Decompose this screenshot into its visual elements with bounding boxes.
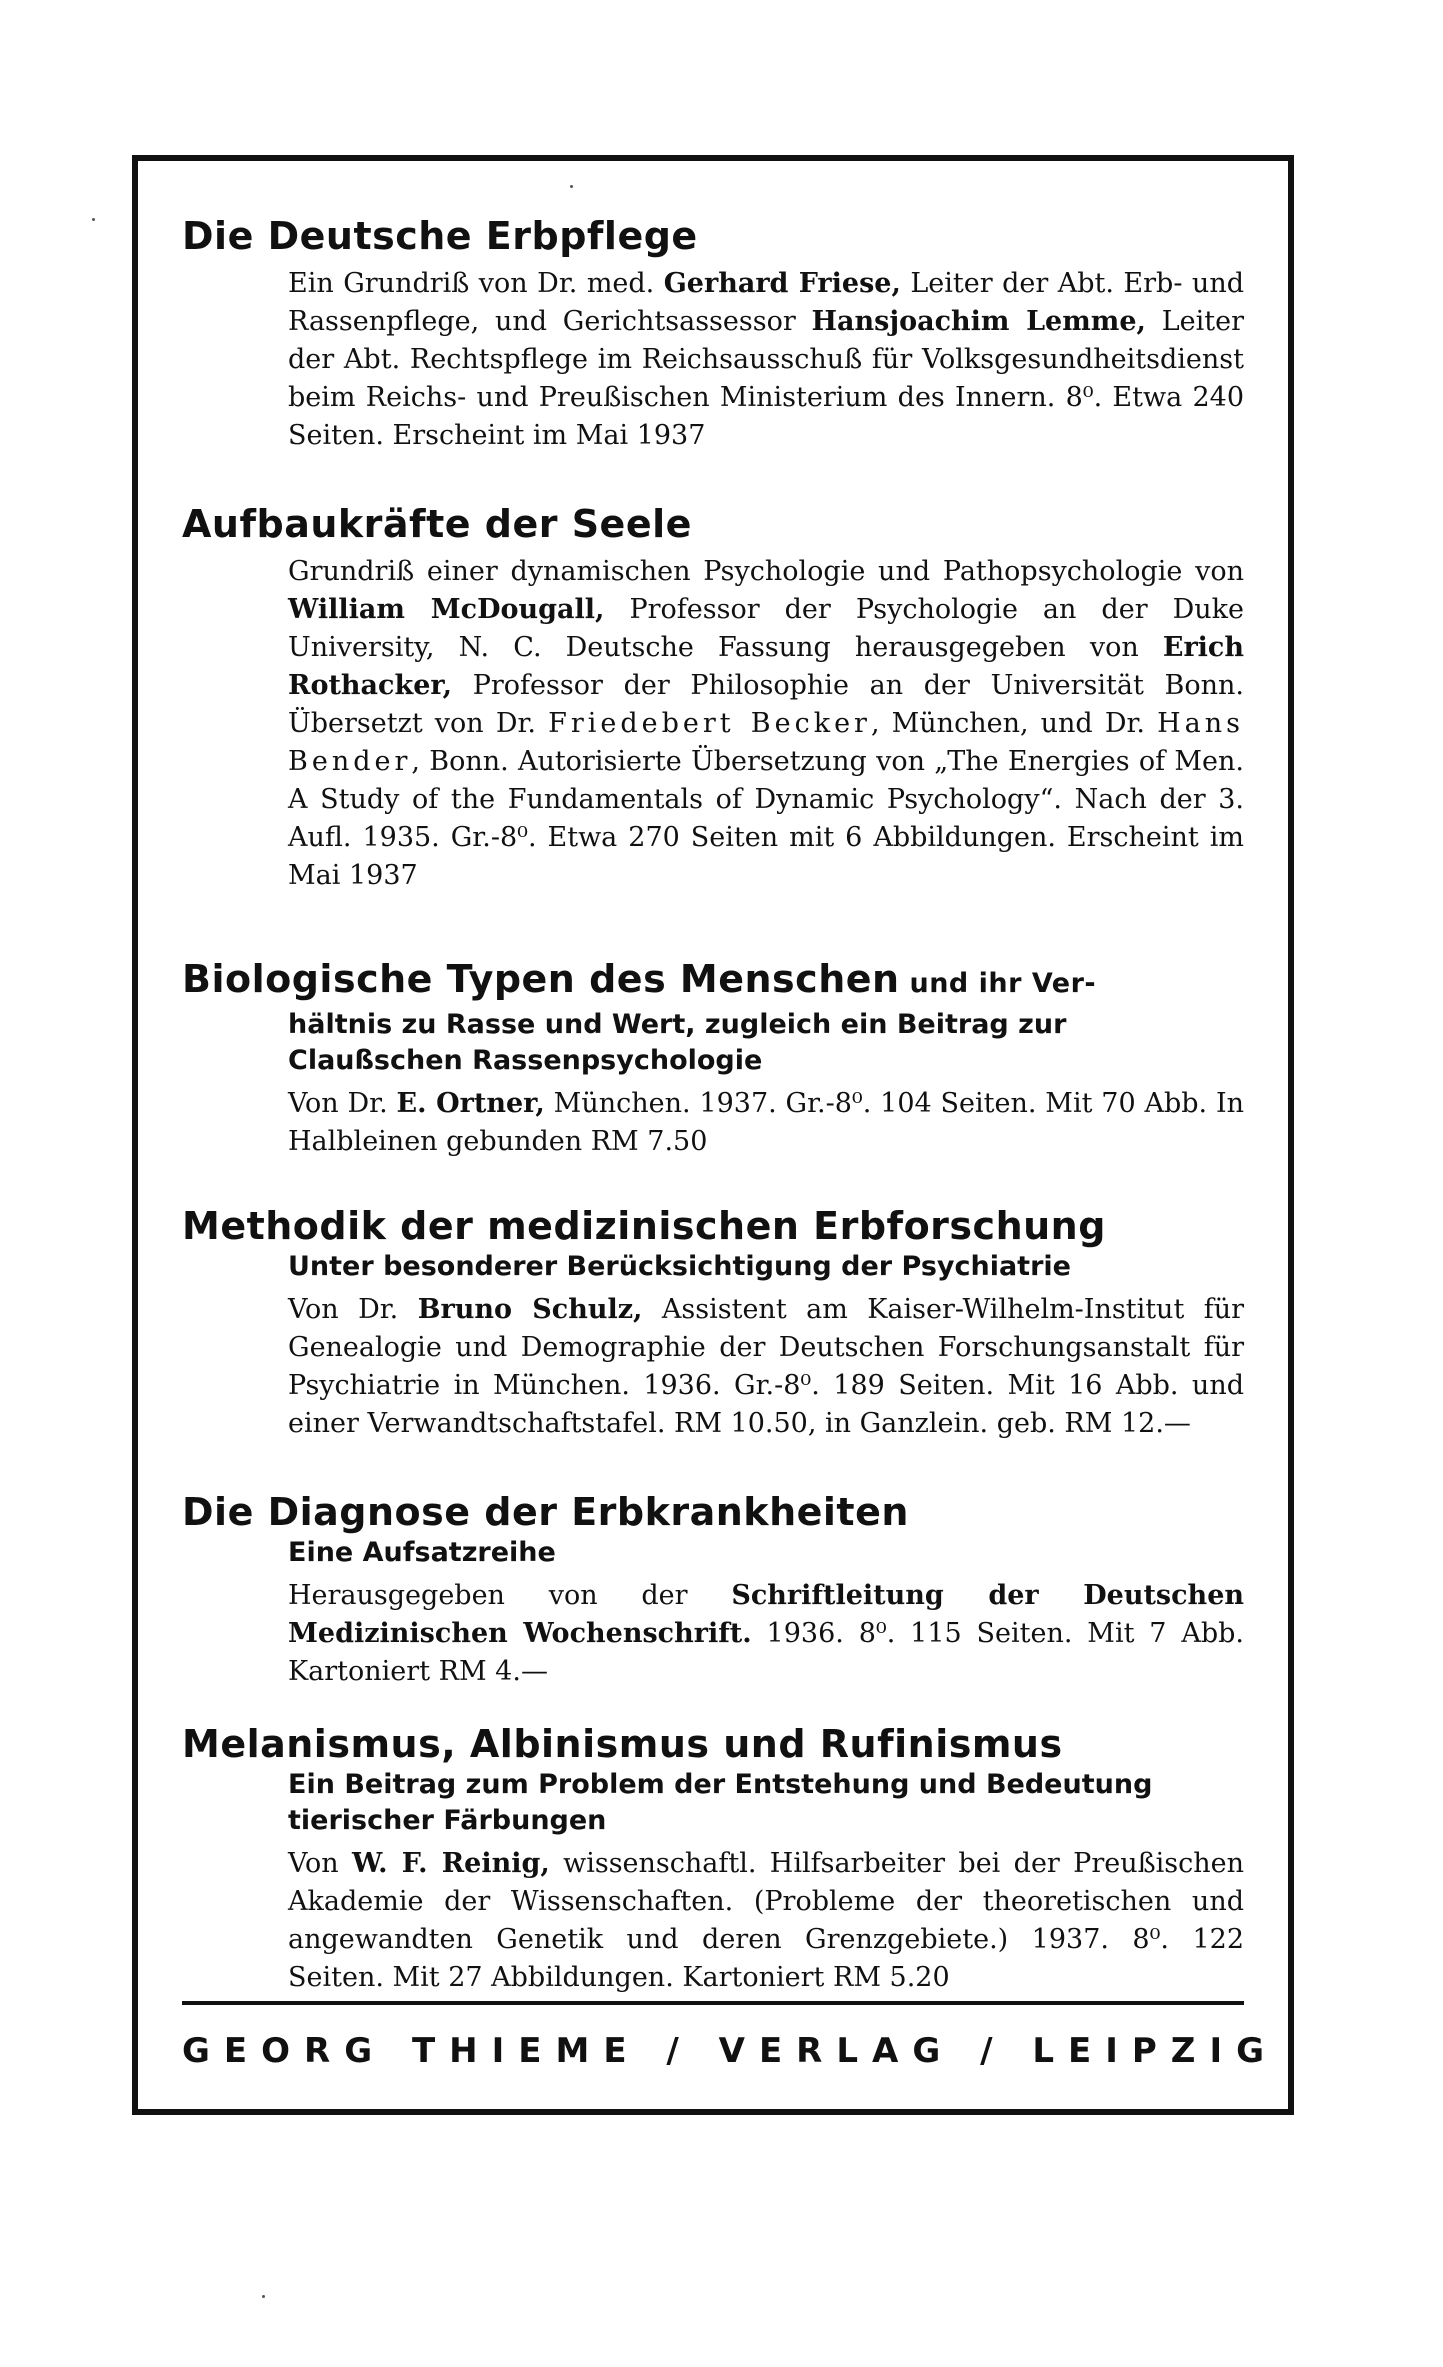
entry-title: Die Deutsche Erbpflege bbox=[182, 214, 698, 258]
entry-subtitle: hältnis zu Rasse und Wert, zugleich ein Beitrag zur Claußschen Rassenpsychologie bbox=[288, 1009, 1067, 1076]
body-text: Professor der Philosophie an der Universität Bonn. Übersetzt von Dr. bbox=[288, 670, 1244, 739]
body-text: Ein Grundriß von Dr. med. bbox=[288, 268, 664, 299]
speck-bottom bbox=[262, 2295, 265, 2298]
translator-name: Hans Bender bbox=[288, 708, 1245, 777]
entry-body bbox=[288, 265, 1244, 455]
entry-title: Aufbaukräfte der Seele bbox=[182, 502, 692, 546]
entry-title: Die Diagnose der Erbkrankheiten bbox=[182, 1490, 909, 1534]
entry-aufbaukraefte bbox=[182, 501, 1244, 895]
body-text: Grundriß einer dynamischen Psychologie und Pathopsychologie von bbox=[288, 556, 1244, 587]
entry-title-tail: und ihr Ver- bbox=[899, 968, 1097, 999]
body-text: wissenschaftl. Hilfsarbeiter bei der Preußischen Akademie der Wissenschaften. (Probleme der theoretischen und angewandten Genetik und deren Grenzgebiete.) 1937. 8⁰. 122 Seiten. Mit 27 Abbildungen. Kartoniert RM 5.20 bbox=[288, 1848, 1245, 1993]
entry-body bbox=[288, 553, 1244, 895]
entry-title bbox=[182, 956, 1244, 1007]
body-text: Professor der Psychologie an der Duke University, N. C. Deutsche Fassung herausgegeben von bbox=[288, 594, 1244, 663]
translator-name: Friedebert Becker bbox=[548, 708, 871, 739]
entry-diagnose bbox=[182, 1489, 1244, 1691]
body-text: Herausgegeben von der bbox=[288, 1580, 732, 1611]
entry-body bbox=[288, 1845, 1244, 1997]
author-name: William McDougall, bbox=[288, 594, 605, 625]
author-name: E. Ortner, bbox=[396, 1088, 545, 1119]
entry-title: Methodik der medizinischen Erbforschung bbox=[182, 1204, 1106, 1248]
speck-left bbox=[92, 218, 95, 221]
entry-biologische-typen bbox=[182, 956, 1244, 1161]
body-text: , München, und Dr. bbox=[870, 708, 1158, 739]
author-name: Gerhard Friese, bbox=[663, 268, 901, 299]
author-name: Schriftleitung der Deutschen Medizinischen Wochenschrift. bbox=[288, 1580, 1244, 1649]
body-text: München. 1937. Gr.-8⁰. 104 Seiten. Mit 70 Abb. In Halbleinen gebunden RM 7.50 bbox=[288, 1088, 1244, 1157]
body-text: Von Dr. bbox=[288, 1294, 418, 1325]
body-text: Von Dr. bbox=[288, 1088, 397, 1119]
body-text: Leiter der Abt. Erb- und Rassenpflege, und Gerichtsassessor bbox=[288, 268, 1244, 337]
author-name: Erich Rothacker, bbox=[288, 632, 1244, 701]
entry-melanismus bbox=[182, 1721, 1244, 1997]
publisher-imprint: GEORG THIEME / VERLAG / LEIPZIG bbox=[182, 2031, 1279, 2071]
entry-title: Melanismus, Albinismus und Rufinismus bbox=[182, 1722, 1063, 1766]
body-text: , Bonn. Autorisierte Übersetzung von „The Energies of Men. A Study of the Fundamentals of Dynamic Psychology“. Nach der 3. Aufl. 1935. Gr.-8⁰. Etwa 270 Seiten mit 6 Abbildungen. Erscheint im Mai 1937 bbox=[288, 746, 1244, 891]
author-name: Hansjoachim Lemme, bbox=[811, 306, 1146, 337]
author-name: W. F. Reinig, bbox=[352, 1848, 550, 1879]
entry-methodik bbox=[182, 1203, 1244, 1443]
entry-body bbox=[288, 1291, 1244, 1443]
body-text: Assistent am Kaiser-Wilhelm-Institut für Genealogie und Demographie der Deutschen Forschungsanstalt für Psychiatrie in München. 1936. Gr.-8⁰. 189 Seiten. Mit 16 Abb. und einer Verwandtschaftstafel. RM 10.50, in Ganzlein. geb. RM 12.— bbox=[288, 1294, 1245, 1439]
body-text: 1936. 8⁰. 115 Seiten. Mit 7 Abb. Kartoniert RM 4.— bbox=[288, 1618, 1244, 1687]
entry-title-main: Biologische Typen des Menschen bbox=[182, 957, 900, 1001]
author-name: Bruno Schulz, bbox=[417, 1294, 643, 1325]
entry-erbpflege bbox=[182, 213, 1244, 455]
entry-subtitle: Ein Beitrag zum Problem der Entstehung und Bedeutung tierischer Färbungen bbox=[288, 1769, 1153, 1836]
advertisement-frame bbox=[132, 155, 1294, 2115]
entry-subtitle: Eine Aufsatzreihe bbox=[288, 1537, 556, 1568]
entry-body bbox=[288, 1085, 1244, 1161]
entry-body bbox=[288, 1577, 1244, 1691]
body-text: Leiter der Abt. Rechtspflege im Reichsausschuß für Volksgesundheitsdienst beim Reichs- und Preußischen Ministerium des Innern. 8⁰. Etwa 240 Seiten. Erscheint im Mai 1937 bbox=[288, 306, 1244, 451]
entry-subtitle: Unter besonderer Berücksichtigung der Psychiatrie bbox=[288, 1251, 1071, 1282]
body-text: Von bbox=[288, 1848, 353, 1879]
imprint-rule bbox=[182, 2001, 1244, 2005]
